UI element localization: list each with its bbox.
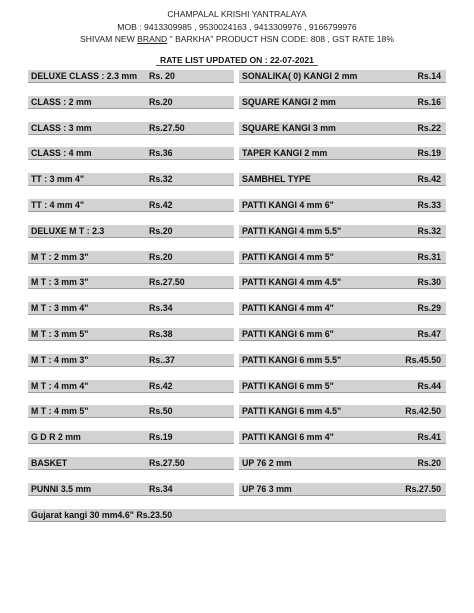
table-row bbox=[28, 251, 446, 264]
item-name: PATTI KANGI 4 mm 4.5" bbox=[242, 277, 342, 288]
item-price: Rs.27.50 bbox=[149, 277, 185, 288]
item-name: CLASS : 2 mm bbox=[31, 96, 92, 107]
left-cell bbox=[28, 276, 234, 289]
brand-line bbox=[0, 33, 474, 46]
right-cell bbox=[239, 431, 446, 444]
item-price: Rs.38 bbox=[149, 329, 173, 339]
right-cell bbox=[239, 405, 446, 418]
item-name: M T : 4 mm 5" bbox=[31, 406, 89, 417]
item-name: PATTI KANGI 6 mm 4.5" bbox=[242, 406, 342, 417]
right-cell bbox=[239, 147, 446, 160]
item-name: PATTI KANGI 6 mm 5.5" bbox=[242, 354, 342, 365]
company-name: CHAMPALAL KRISHI YANTRALAYA bbox=[167, 9, 307, 19]
table-row bbox=[28, 328, 446, 341]
table-row bbox=[28, 199, 446, 212]
table-row bbox=[28, 457, 446, 470]
item-name: DELUXE CLASS : 2.3 mm bbox=[31, 71, 138, 81]
item-name: UP 76 3 mm bbox=[242, 483, 292, 494]
item-price: Rs.50 bbox=[149, 406, 173, 417]
item-name: M T : 4 mm 4" bbox=[31, 380, 89, 391]
item-name: PATTI KANGI 4 mm 5.5" bbox=[242, 225, 342, 236]
item-price: Rs.33 bbox=[417, 200, 441, 210]
right-cell bbox=[239, 302, 446, 315]
table-row bbox=[28, 431, 446, 444]
item-name: TT : 3 mm 4" bbox=[31, 174, 85, 185]
right-cell bbox=[239, 122, 446, 135]
item-price: Rs.27.50 bbox=[149, 458, 185, 468]
item-price: Rs.45.50 bbox=[405, 354, 441, 365]
mobile-numbers: MOB : 9413309985 , 9530024163 , 9413309976 , 9166799976 bbox=[117, 21, 357, 32]
item-name: M T : 2 mm 3" bbox=[31, 251, 89, 262]
right-cell bbox=[239, 354, 446, 367]
item-name: CLASS : 4 mm bbox=[31, 148, 92, 159]
right-cell bbox=[239, 225, 446, 238]
item-price: Rs.19 bbox=[417, 148, 441, 159]
item-price: Rs.27.50 bbox=[405, 483, 441, 494]
brand-line-prefix: SHIVAM NEW bbox=[80, 34, 138, 44]
item-price: Rs.41 bbox=[417, 432, 441, 443]
left-cell bbox=[28, 380, 234, 393]
table-row bbox=[28, 147, 446, 160]
left-cell bbox=[28, 328, 234, 341]
item-name: PATTI KANGI 6 mm 4" bbox=[242, 432, 334, 443]
item-name: TT : 4 mm 4" bbox=[31, 200, 85, 210]
right-cell bbox=[239, 328, 446, 341]
item-price: Rs.29 bbox=[417, 303, 441, 314]
item-name: TAPER KANGI 2 mm bbox=[242, 148, 328, 159]
left-cell bbox=[28, 225, 234, 238]
table-row bbox=[28, 96, 446, 109]
brand-line-suffix: " BARKHA" PRODUCT HSN CODE: 808 , GST RATE 18% bbox=[167, 34, 394, 44]
item-price: Rs.16 bbox=[417, 96, 441, 107]
item-name: SQUARE KANGI 3 mm bbox=[242, 122, 336, 133]
item-price: Rs.42.50 bbox=[405, 406, 441, 417]
right-cell bbox=[239, 173, 446, 186]
item-name: M T : 3 mm 5" bbox=[31, 329, 89, 339]
table-row bbox=[28, 483, 446, 496]
item-name: DELUXE M T : 2.3 bbox=[31, 225, 105, 236]
item-name: SAMBHEL TYPE bbox=[242, 174, 311, 185]
item-name: BASKET bbox=[31, 458, 68, 468]
item-name: SONALIKA( 0) KANGI 2 mm bbox=[242, 71, 358, 81]
left-cell bbox=[28, 70, 234, 83]
table-row bbox=[28, 70, 446, 83]
document-header bbox=[0, 8, 474, 46]
table-row bbox=[28, 405, 446, 418]
left-cell bbox=[28, 302, 234, 315]
left-cell bbox=[28, 354, 234, 367]
right-cell bbox=[239, 276, 446, 289]
item-name: PATTI KANGI 6 mm 6" bbox=[242, 329, 334, 339]
right-cell bbox=[239, 483, 446, 496]
rate-list-sheet bbox=[28, 55, 446, 540]
item-price: Rs. 20 bbox=[149, 71, 175, 81]
full-cell bbox=[28, 509, 446, 522]
item-price: Rs.22 bbox=[417, 122, 441, 133]
item-price: Rs.31 bbox=[417, 251, 441, 262]
item-price: Rs.20 bbox=[149, 251, 173, 262]
item-name: PATTI KANGI 6 mm 5" bbox=[242, 380, 334, 391]
brand-word: BRAND bbox=[137, 34, 168, 44]
table-row bbox=[28, 276, 446, 289]
left-cell bbox=[28, 457, 234, 470]
table-row bbox=[28, 173, 446, 186]
item-price: Rs.30 bbox=[417, 277, 441, 288]
right-cell bbox=[239, 380, 446, 393]
item-price: Rs.36 bbox=[149, 148, 173, 159]
item-price: Rs.42 bbox=[417, 174, 441, 185]
table-row bbox=[28, 302, 446, 315]
item-price: Rs.34 bbox=[149, 303, 173, 314]
item-name: M T : 3 mm 4" bbox=[31, 303, 89, 314]
item-name: PATTI KANGI 4 mm 4" bbox=[242, 303, 334, 314]
item-price: Rs.19 bbox=[149, 432, 173, 443]
item-name: M T : 3 mm 3" bbox=[31, 277, 89, 288]
table-row-last bbox=[28, 509, 446, 522]
left-cell bbox=[28, 405, 234, 418]
item-name: G D R 2 mm bbox=[31, 432, 81, 443]
item-name: UP 76 2 mm bbox=[242, 458, 292, 468]
rate-list-title: RATE LIST UPDATED ON : 22-07-2021 bbox=[28, 55, 446, 66]
left-cell bbox=[28, 122, 234, 135]
item-price: Rs.20 bbox=[417, 458, 441, 468]
item-price: Rs.20 bbox=[149, 225, 173, 236]
right-cell bbox=[239, 96, 446, 109]
table-row bbox=[28, 225, 446, 238]
item-price: Rs.14 bbox=[417, 71, 441, 81]
item-name: Gujarat kangi 30 mm4.6" Rs.23.50 bbox=[31, 509, 173, 520]
left-cell bbox=[28, 147, 234, 160]
right-cell bbox=[239, 457, 446, 470]
item-name: CLASS : 3 mm bbox=[31, 122, 92, 133]
left-cell bbox=[28, 96, 234, 109]
left-cell bbox=[28, 251, 234, 264]
item-price: Rs.32 bbox=[417, 225, 441, 236]
left-cell bbox=[28, 483, 234, 496]
item-price: Rs.32 bbox=[149, 174, 173, 185]
item-price: Rs.20 bbox=[149, 96, 173, 107]
item-price: Rs.42 bbox=[149, 380, 173, 391]
item-name: PATTI KANGI 4 mm 6" bbox=[242, 200, 334, 210]
item-price: Rs.42 bbox=[149, 200, 173, 210]
table-row bbox=[28, 354, 446, 367]
right-cell bbox=[239, 70, 446, 83]
left-cell bbox=[28, 199, 234, 212]
item-name: SQUARE KANGI 2 mm bbox=[242, 96, 336, 107]
item-price: Rs.47 bbox=[417, 329, 441, 339]
item-price: Rs..37 bbox=[149, 354, 175, 365]
table-row bbox=[28, 380, 446, 393]
right-cell bbox=[239, 251, 446, 264]
item-price: Rs.34 bbox=[149, 483, 173, 494]
table-row bbox=[28, 122, 446, 135]
right-cell bbox=[239, 199, 446, 212]
item-price: Rs.27.50 bbox=[149, 122, 185, 133]
item-name: PUNNI 3.5 mm bbox=[31, 483, 92, 494]
item-price: Rs.44 bbox=[417, 380, 441, 391]
item-name: M T : 4 mm 3" bbox=[31, 354, 89, 365]
left-cell bbox=[28, 173, 234, 186]
left-cell bbox=[28, 431, 234, 444]
item-name: PATTI KANGI 4 mm 5" bbox=[242, 251, 334, 262]
